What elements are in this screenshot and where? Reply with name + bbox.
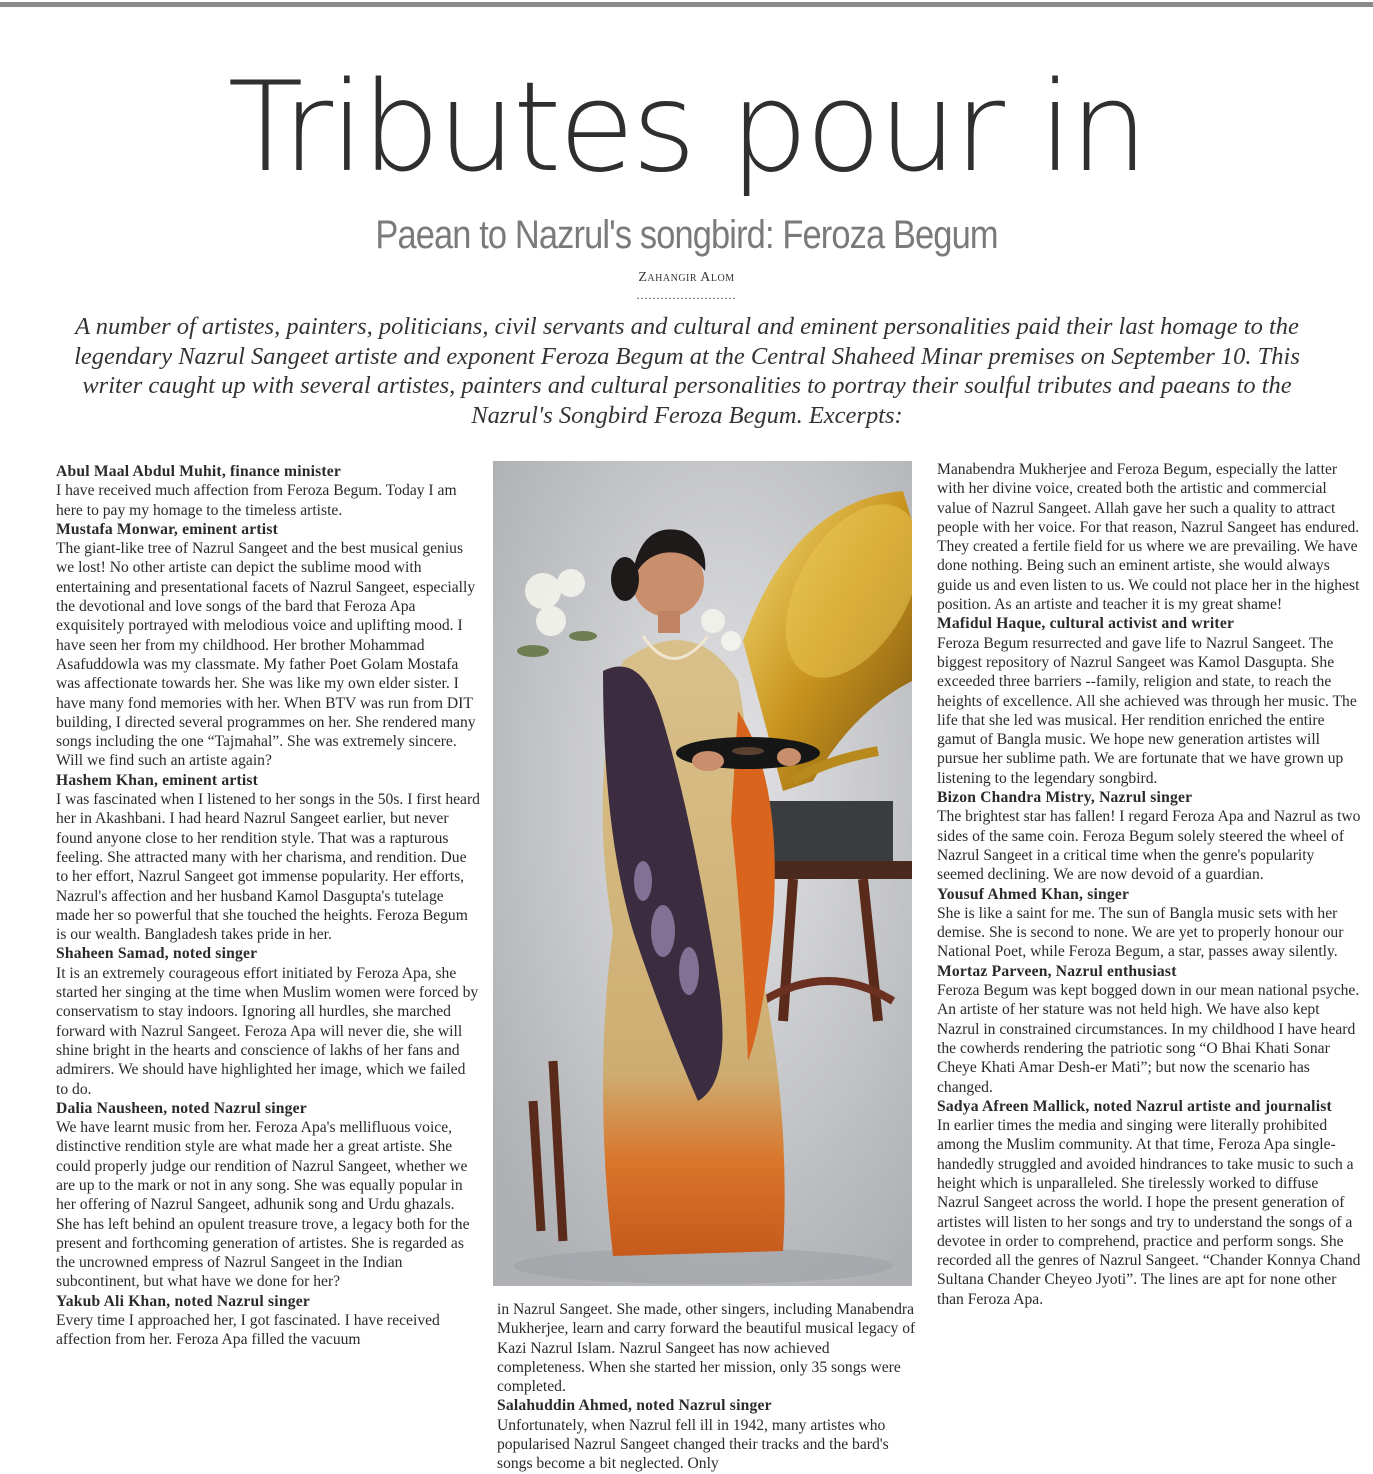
tribute-name: Hashem Khan, eminent artist [56,771,259,789]
tribute-name: Abul Maal Abdul Muhit, finance minister [56,463,342,480]
tribute-name: Bizon Chandra Mistry, Nazrul singer [937,789,1193,807]
tribute-text: Feroza Begum was kept bogged down in our mean national psyche. An artiste of her stature was not held high. We have also kept Nazrul in constrained circumstances. In my childhood I have heard the cowherds rendering the patriotic song “O Bhai Khati Sonar Cheye Khati Amar Desh-er Mati”; but now the scenario has changed. [937,982,1360,1096]
tribute-text: We have learnt music from her. Feroza Apa's mellifluous voice, distinctive rendition style are what made her a great artiste. She could properly judge our rendition of Nazrul Sangeet, whether we are up to the mark or not in any song. She was equally popular in her offering of Nazrul Sangeet, adhunik song and Urdu ghazals. She has left behind an opulent treasure trove, a legacy both for the present and forthcoming generation of artistes. She is regarded as the uncrowned empress of Nazrul Sangeet in the Indian subcontinent, but what have we done for her? [56,1119,470,1291]
tribute-name: Dalia Nausheen, noted Nazrul singer [56,1099,307,1117]
left-column [56,462,480,1474]
tribute-name: Shaheen Samad, noted singer [56,945,258,963]
tribute-name: Yousuf Ahmed Khan, singer [937,885,1130,903]
middle-column [497,1300,917,1474]
tribute-name: Sadya Afreen Mallick, noted Nazrul artiste and journalist [937,1097,1332,1115]
top-rule [0,2,1373,7]
tribute-name: Yakub Ali Khan, noted Nazrul singer [56,1292,310,1310]
tribute-text: She is like a saint for me. The sun of Bangla music sets with her demise. She is second to none. We are yet to properly honour our National Poet, while Feroza Begum, a star, passes away silently. [937,904,1344,961]
tribute-text: The brightest star has fallen! I regard Feroza Apa and Nazrul as two sides of the same coin. Feroza Begum solely steered the wheel of Nazrul Sangeet in a critical time when the genre's popularity seemed declining. We are now devoid of a guardian. [937,808,1361,884]
tribute-text: I have received much affection from Feroza Begum. Today I am here to pay my homage to the timeless artiste. [56,482,457,519]
byline: Zahangir Alom [638,270,735,285]
headline: Tributes pour in [227,56,1146,200]
right-column [937,460,1361,1474]
tribute-name: Mustafa Monwar, eminent artist [56,520,278,538]
tribute-text: It is an extremely courageous effort initiated by Feroza Apa, she started her singing at the time when Muslim women were forced by conservatism to stay indoors. Ignoring all hurdles, she marched forward with Nazrul Sangeet. Feroza Apa will never die, she will shine bright in the hearts and conscience of lakhs of her fans and admirers. We should have highlighted her image, which we failed to do. [56,964,479,1098]
tribute-text: The giant-like tree of Nazrul Sangeet and the best musical genius we lost! No other artiste can depict the sublime mood with entertaining and presentational facets of Nazrul Sangeet, especially the devotional and love songs of the bard that Feroza Apa exquisitely portrayed with melodious voice and uplifting mood. I have seen her from my childhood. Her brother Mohammad Asafuddowla was my classmate. My father Poet Golam Mostafa was affectionate towards her. She was like my own elder sister. I have many fond memories with her. When BTV was run from DIT building, I directed several programmes on her. She rendered many songs including the one “Tajmahal”. She was extremely sincere. Will we find such an artiste again? [56,540,476,770]
photo-feroza-begum-gramophone [493,461,912,1286]
tribute-name: Mortaz Parveen, Nazrul enthusiast [937,962,1177,980]
photo-illustration [493,461,912,1286]
tribute-text: in Nazrul Sangeet. She made, other singers, including Manabendra Mukherjee, learn and carry forward the beautiful musical legacy of Kazi Nazrul Islam. Nazrul Sangeet has now achieved completeness. When she started her mission, only 35 songs were completed. [497,1301,916,1396]
subheadline: Paean to Nazrul's songbird: Feroza Begum [375,213,998,257]
tribute-text: Unfortunately, when Nazrul fell ill in 1942, many artistes who popularised Nazrul Sangeet changed their tracks and the bard's songs become a bit neglected. Only [497,1416,889,1473]
tribute-name: Mafidul Haque, cultural activist and writer [937,615,1235,633]
tribute-text: Manabendra Mukherjee and Feroza Begum, especially the latter with her divine voice, created both the artistic and commercial value of Nazrul Sangeet. Allah gave her such a quality to attract people with her voice. For that reason, Nazrul Sangeet has endured. They created a fertile field for us where we are prevailing. We have done nothing. Being such an eminent artiste, she would always guide us and even listen to us. We could not place her in the highest position. As an artiste and teacher it is my great shame! [937,461,1360,614]
byline-rule: ......................... [636,288,737,302]
tribute-text: Feroza Begum resurrected and gave life to Nazrul Sangeet. The biggest repository of Nazrul Sangeet was Kamol Dasgupta. She exceeded three barriers --family, religion and state, to reach the heights of excellence. All she achieved was through her music. The life that she led was musical. Her rendition enriched the entire gamut of Bangla music. We hope new generation artistes will pursue her sublime path. We are fortunate that we have grown up listening to the legendary songbird. [937,634,1357,787]
intro-paragraph: A number of artistes, painters, politicians, civil servants and cultural and eminent personalities paid their last homage to the legendary Nazrul Sangeet artiste and exponent Feroza Begum at the Central Shaheed Minar premises on September 10. This writer caught up with several artistes, painters and cultural personalities to portray their soulful tributes and paeans to the Nazrul's Songbird Feroza Begum. Excerpts: [74,313,1300,429]
tribute-text: In earlier times the media and singing were literally prohibited among the Muslim community. At that time, Feroza Apa single-handedly struggled and avoided hindrances to take music to such a height which is unparalleled. She tirelessly worked to diffuse Nazrul Sangeet across the world. I hope the present generation of artistes will listen to her songs and try to understand the songs of a devotee in order to comprehend, practice and perform songs. She recorded all the genres of Nazrul Sangeet. “Chander Konnya Chand Sultana Chander Cheyeo Jyoti”. The lines are apt for none other than Feroza Apa. [937,1117,1361,1308]
tribute-name: Salahuddin Ahmed, noted Nazrul singer [497,1397,772,1415]
tribute-text: Every time I approached her, I got fascinated. I have received affection from her. Feroza Apa filled the vacuum [56,1312,440,1349]
tribute-text: I was fascinated when I listened to her songs in the 50s. I first heard her in Akashbani. I had heard Nazrul Sangeet earlier, but never found anyone close to her rendition style. That was a rapturous feeling. She attracted many with her charisma, and rendition. Due to her effort, Nazrul Sangeet got immense popularity. Her efforts, Nazrul's affection and her husband Kamol Dasgupta's tutelage made her so powerful that she touched the heights. Feroza Begum is our wealth. Bangladesh takes pride in her. [56,791,480,944]
